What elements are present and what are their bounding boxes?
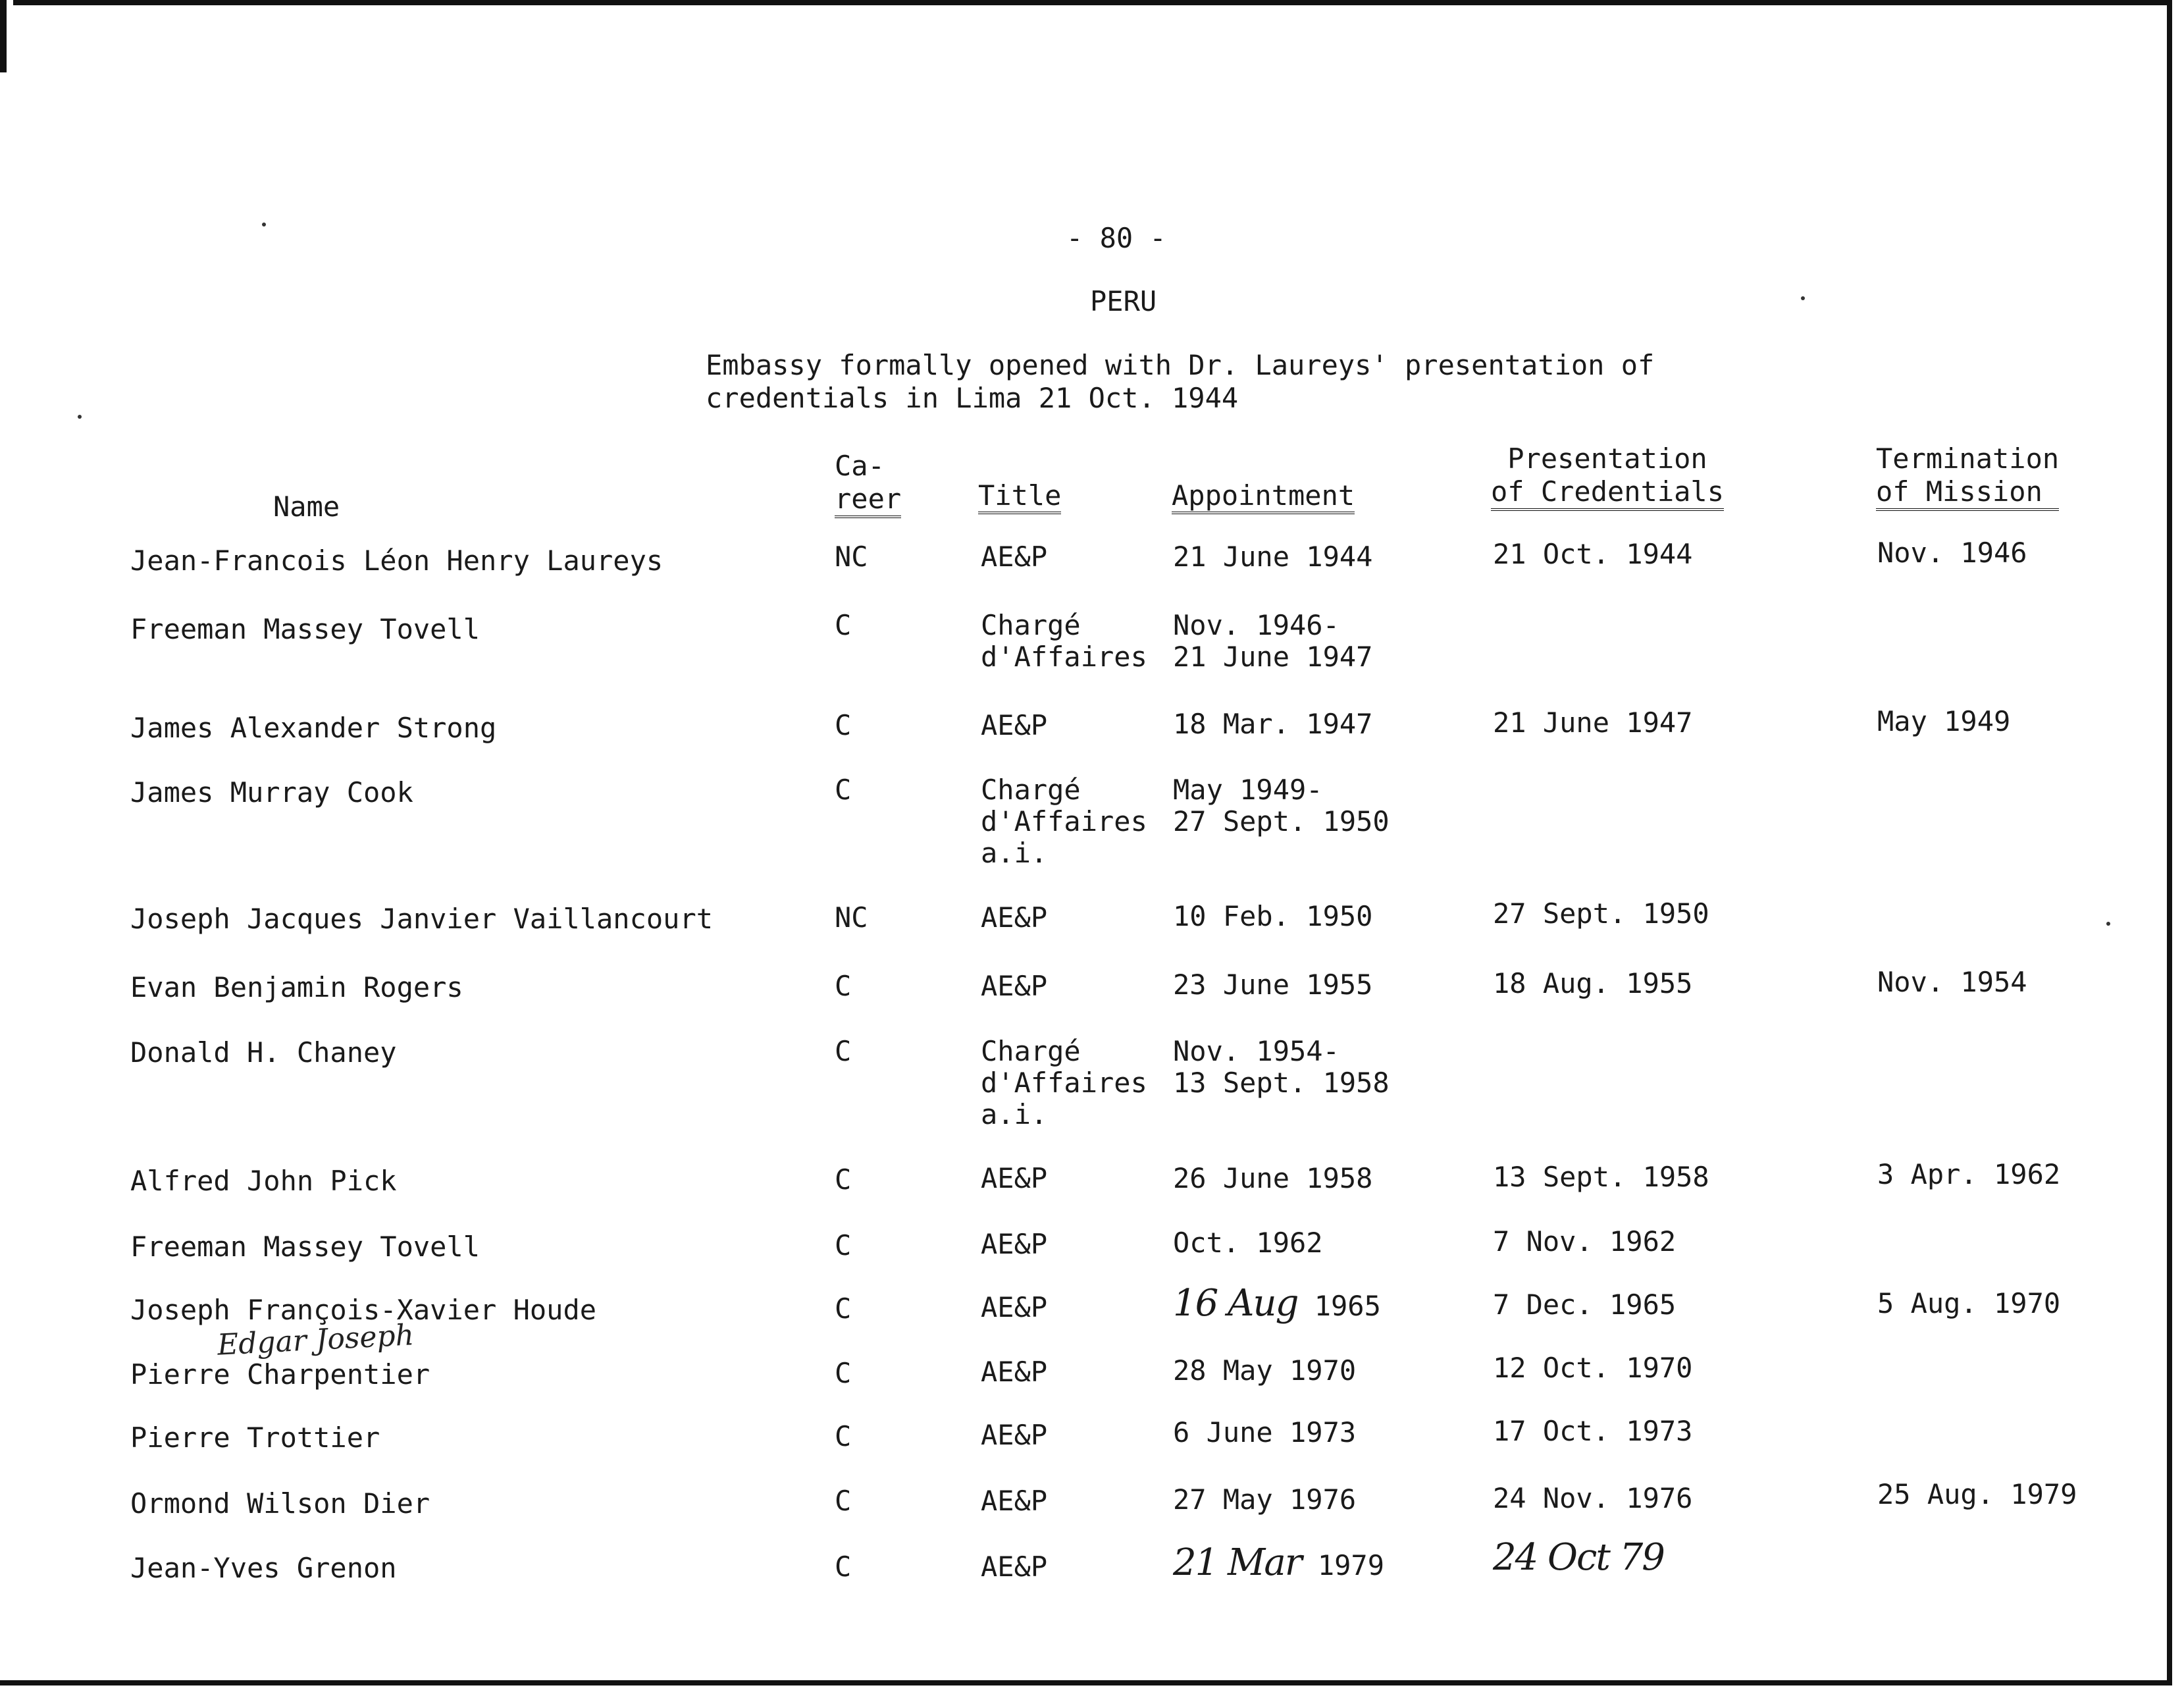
country-heading: PERU — [1090, 285, 1157, 317]
intro-paragraph — [706, 349, 1654, 415]
cell-title: Chargé d'Affaires a.i. — [981, 1035, 1147, 1130]
cell-appointment: 27 May 1976 — [1173, 1483, 1357, 1516]
cell-career: C — [835, 1163, 852, 1196]
cell-title: AE&P — [981, 1485, 1048, 1517]
cell-termination: 5 Aug. 1970 — [1877, 1287, 2061, 1319]
header-termination-text-2: of Mission — [1876, 475, 2059, 511]
header-appointment-text: Appointment — [1172, 479, 1355, 514]
header-presentation-line-2 — [1491, 475, 1724, 511]
cell-presentation: 27 Sept. 1950 — [1493, 897, 1709, 930]
cell-appointment — [1173, 1541, 1384, 1584]
cell-appointment: 6 June 1973 — [1173, 1416, 1357, 1448]
cell-career: C — [835, 970, 852, 1002]
cell-career: C — [835, 1229, 852, 1261]
page-number: - 80 - — [1066, 222, 1166, 254]
cell-presentation: 21 June 1947 — [1493, 706, 1693, 739]
cell-title: AE&P — [981, 1228, 1048, 1260]
cell-presentation: 24 Nov. 1976 — [1493, 1482, 1693, 1514]
cell-name: Alfred John Pick — [130, 1165, 397, 1197]
header-name: Name — [273, 491, 340, 523]
header-career-text-2: reer — [835, 483, 901, 518]
intro-line-1: Embassy formally opened with Dr. Laureys' presentation of — [706, 349, 1655, 381]
cell-appointment: 26 June 1958 — [1173, 1162, 1373, 1194]
cell-title: AE&P — [981, 1551, 1048, 1583]
cell-career: C — [835, 609, 852, 641]
header-presentation-line-1: Presentation — [1507, 442, 1707, 475]
cell-name: Joseph François-Xavier Houde — [130, 1294, 597, 1326]
handwritten-appointment-day: 21 Mar — [1173, 1541, 1301, 1584]
header-termination-line-2 — [1876, 475, 2059, 511]
header-career — [835, 450, 901, 518]
cell-appointment: 21 June 1944 — [1173, 541, 1373, 573]
scan-top-edge — [13, 0, 2172, 5]
scan-speck — [2106, 922, 2110, 926]
cell-appointment: 23 June 1955 — [1173, 968, 1373, 1001]
header-title — [978, 479, 1061, 512]
cell-name: Freeman Massey Tovell — [130, 613, 481, 645]
cell-presentation: 7 Dec. 1965 — [1493, 1288, 1677, 1321]
cell-presentation: 18 Aug. 1955 — [1493, 967, 1693, 999]
cell-title: AE&P — [981, 1162, 1048, 1194]
header-termination — [1876, 442, 2059, 511]
cell-career: NC — [835, 901, 868, 934]
appointment-year: 1979 — [1301, 1549, 1384, 1581]
cell-name: Evan Benjamin Rogers — [130, 971, 463, 1003]
cell-career: C — [835, 709, 852, 741]
handwritten-appointment-day: 16 Aug — [1173, 1282, 1298, 1325]
header-appointment — [1172, 479, 1355, 512]
cell-title: AE&P — [981, 1291, 1048, 1323]
cell-title: Chargé d'Affaires a.i. — [981, 774, 1147, 869]
cell-career: C — [835, 1292, 852, 1325]
cell-termination: Nov. 1954 — [1877, 966, 2027, 998]
cell-career: C — [835, 774, 852, 806]
cell-termination: 25 Aug. 1979 — [1877, 1478, 2077, 1510]
scan-speck — [262, 223, 266, 226]
cell-career: C — [835, 1551, 852, 1583]
scan-speck — [1801, 296, 1805, 300]
cell-appointment: 28 May 1970 — [1173, 1354, 1357, 1387]
cell-appointment: May 1949- 27 Sept. 1950 — [1173, 774, 1390, 837]
cell-career: NC — [835, 541, 868, 573]
cell-name: Jean-Yves Grenon — [130, 1552, 397, 1584]
header-presentation-text-2: of Credentials — [1491, 475, 1724, 511]
cell-presentation: 12 Oct. 1970 — [1493, 1352, 1693, 1384]
cell-title: AE&P — [981, 901, 1048, 934]
cell-name: Pierre Trottier — [130, 1421, 380, 1454]
cell-name: Donald H. Chaney — [130, 1036, 397, 1069]
cell-presentation: 7 Nov. 1962 — [1493, 1225, 1677, 1258]
cell-career: C — [835, 1420, 852, 1452]
cell-title: AE&P — [981, 1419, 1048, 1451]
cell-appointment — [1173, 1282, 1381, 1325]
cell-name: James Murray Cook — [130, 776, 413, 809]
handwritten-presentation: 24 Oct 79 — [1493, 1536, 1664, 1579]
cell-name: Ormond Wilson Dier — [130, 1487, 430, 1520]
header-career-line-2 — [835, 483, 901, 518]
cell-name: Freeman Massey Tovell — [130, 1231, 481, 1263]
cell-title: Chargé d'Affaires — [981, 609, 1147, 673]
cell-title: AE&P — [981, 709, 1048, 741]
cell-termination: 3 Apr. 1962 — [1877, 1158, 2061, 1190]
cell-appointment: Nov. 1954- 13 Sept. 1958 — [1173, 1035, 1390, 1099]
cell-appointment: 18 Mar. 1947 — [1173, 708, 1373, 740]
cell-title: AE&P — [981, 1356, 1048, 1388]
cell-name: Jean-Francois Léon Henry Laureys — [130, 544, 663, 577]
cell-termination: May 1949 — [1877, 705, 2011, 737]
handwritten-insert: Edgar Joseph — [216, 1318, 415, 1362]
cell-title: AE&P — [981, 970, 1048, 1002]
appointment-year: 1965 — [1297, 1290, 1381, 1322]
cell-presentation — [1493, 1536, 1664, 1579]
header-presentation — [1491, 442, 1724, 511]
cell-termination: Nov. 1946 — [1877, 537, 2027, 569]
scan-speck — [78, 415, 82, 419]
cell-appointment: Oct. 1962 — [1173, 1227, 1323, 1259]
intro-line-2: credentials in Lima 21 Oct. 1944 — [706, 382, 1239, 414]
cell-career: C — [835, 1035, 852, 1067]
cell-presentation: 13 Sept. 1958 — [1493, 1161, 1709, 1193]
cell-appointment: Nov. 1946- 21 June 1947 — [1173, 609, 1373, 673]
cell-name: Joseph Jacques Janvier Vaillancourt — [130, 903, 714, 935]
cell-presentation: 17 Oct. 1973 — [1493, 1415, 1693, 1447]
header-title-text: Title — [978, 479, 1061, 514]
header-termination-line-1: Termination — [1876, 442, 2060, 475]
cell-name: James Alexander Strong — [130, 712, 497, 744]
header-career-line-1: Ca- — [835, 450, 885, 482]
cell-title: AE&P — [981, 541, 1048, 573]
cell-name: Pierre Charpentier — [130, 1358, 430, 1391]
cell-presentation: 21 Oct. 1944 — [1493, 538, 1693, 570]
cell-appointment: 10 Feb. 1950 — [1173, 900, 1373, 932]
cell-career: C — [835, 1485, 852, 1517]
cell-career: C — [835, 1357, 852, 1389]
scan-edge-mark — [0, 0, 7, 72]
